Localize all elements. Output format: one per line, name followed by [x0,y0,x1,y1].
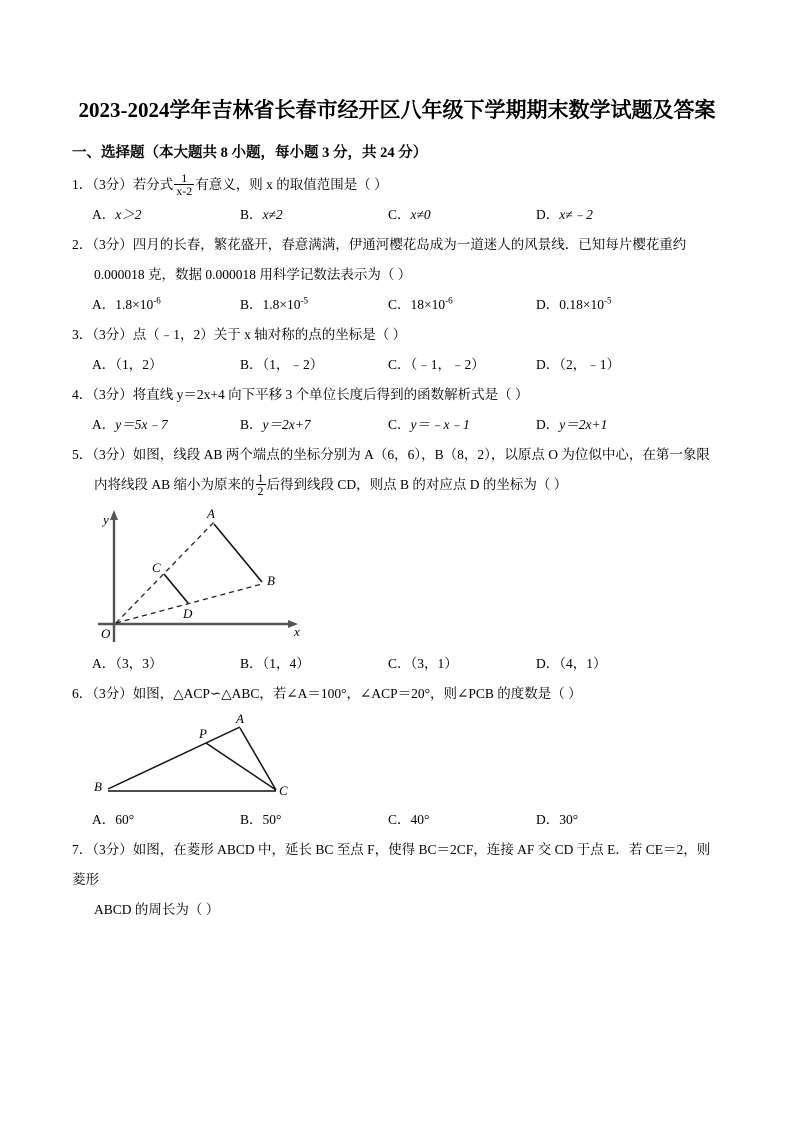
option-label: C． [388,207,411,222]
option-exponent: -5 [300,295,309,306]
question-3-text: 点（﹣1，2）关于 x 轴对称的点的坐标是（ ） [132,327,407,342]
question-7-marks: （3分） [92,842,133,857]
option-text: （1，2） [115,357,163,372]
question-6-stem: 6．（3分）如图，△ACP∽△ABC，若∠A＝100°，∠ACP＝20°，则∠PCB 的度数是（ ） [72,686,582,701]
question-1-options [72,200,722,230]
option-text: （1，﹣2） [262,357,324,372]
option-text: 40° [410,812,430,827]
option-text: 1.8×10 [262,297,301,312]
question-5-text-line2a: 内将线段 AB 缩小为原来的 [94,477,255,492]
question-6-text: 如图，△ACP∽△ABC，若∠A＝100°，∠ACP＝20°，则∠PCB 的度数是（ ） [132,686,582,701]
question-1-number: 1 [72,177,79,192]
option-text: （2，﹣1） [559,357,620,372]
question-1-text-after: 有意义，则 x 的取值范围是（ ） [195,177,388,192]
question-7-text-line1: 如图，在菱形 ABCD 中，延长 BC 至点 F，使得 BC＝2CF，连接 AF 交 CD 于点 E．若 CE＝2，则菱形 [72,842,711,887]
question-2-text-line1: 四月的长春，繁花盛开，春意满满，伊通河樱花岛成为一道迷人的风景线．已知每片樱花重约 [132,237,687,252]
question-1-option-b[interactable] [240,200,388,230]
question-5-option-b[interactable] [240,649,388,679]
question-1-marks: （3分） [92,177,133,192]
segment-AB [214,524,262,582]
option-text: 0.18×10 [559,297,604,312]
question-2-option-d[interactable] [536,290,684,320]
option-label: A． [92,656,116,671]
label-point-C: C [152,560,161,575]
option-text: y＝2x+1 [559,417,608,432]
question-5-marks: （3分） [92,447,133,462]
segment-BA [108,727,240,789]
question-4 [72,380,722,440]
fraction-denominator: 2 [257,484,264,499]
question-7-stem-line1: 7．（3分）如图，在菱形 ABCD 中，延长 BC 至点 F，使得 BC＝2CF，连接 AF 交 CD 于点 E．若 CE＝2，则菱形 [72,842,711,887]
option-label: B． [240,656,263,671]
option-label: D． [536,417,560,432]
option-text: 60° [115,812,135,827]
option-text: y＝5x﹣7 [115,417,168,432]
option-text: 18×10 [410,297,446,312]
option-label: D． [536,357,560,372]
option-text: x≠2 [262,207,283,222]
label-point-C: C [279,783,288,798]
option-label: B． [240,357,263,372]
question-5-stem-line2 [72,470,722,500]
segment-PC [206,743,276,790]
option-text: y＝2x+7 [262,417,311,432]
option-text: （4，1） [559,656,607,671]
question-2-option-c[interactable] [388,290,536,320]
option-text: （3，3） [115,656,163,671]
option-label: B． [240,207,263,222]
option-text: x＞2 [115,207,142,222]
question-3 [72,320,722,380]
fraction-numerator: 1 [257,470,264,485]
question-4-option-a[interactable] [92,410,240,440]
label-point-B: B [267,573,275,588]
label-point-B: B [94,779,102,794]
fraction-numerator: 1 [181,170,188,185]
option-label: C． [388,656,411,671]
option-exponent: -6 [445,295,453,306]
question-1-fraction [174,172,194,198]
question-2-options [72,290,722,320]
option-exponent: -6 [153,295,161,306]
option-label: D． [536,656,560,671]
question-4-options [72,410,722,440]
option-text: x≠﹣2 [559,207,593,222]
question-1 [72,170,722,230]
option-text: x≠0 [410,207,431,222]
question-4-marks: （3分） [92,387,133,402]
page-content [72,92,722,925]
question-1-option-a[interactable] [92,200,240,230]
question-5-option-a[interactable] [92,649,240,679]
question-6-option-d[interactable] [536,805,684,835]
question-4-option-d[interactable] [536,410,684,440]
question-2-option-a[interactable] [92,290,240,320]
option-label: A． [92,297,116,312]
question-6-option-c[interactable] [388,805,536,835]
question-1-stem: 1．（3分）若分式 $\frac{1}{x-2}$ 有意义，则 x 的取值范围是（ ） [72,170,388,199]
option-label: A． [92,417,116,432]
question-3-option-b[interactable] [240,350,388,380]
question-4-stem: 4．（3分）将直线 y＝2x+4 向下平移 3 个单位长度后得到的函数解析式是（ ） [72,387,529,402]
question-2-stem-line1: 2．（3分）四月的长春，繁花盛开，春意满满，伊通河樱花岛成为一道迷人的风景线．已知每片樱花重约 [72,237,687,252]
option-label: C． [388,357,411,372]
option-label: C． [388,297,411,312]
ray-OA [116,522,214,623]
question-7 [72,835,722,925]
question-7-stem-line2: ABCD 的周长为（ ） [94,902,220,917]
option-label: D． [536,297,560,312]
question-6-number: 6 [72,686,79,701]
option-label: C． [388,812,411,827]
question-5-option-c[interactable] [388,649,536,679]
question-6-figure [72,711,722,803]
question-2-number: 2 [72,237,79,252]
option-text: （3，1） [410,656,458,671]
option-text: 1.8×10 [115,297,154,312]
option-label: A． [92,207,116,222]
segment-CD [164,574,188,603]
question-1-text-before: 若分式 [132,177,174,192]
question-3-option-c[interactable] [388,350,536,380]
question-5-text-line1: 如图，线段 AB 两个端点的坐标分别为 A（6，6），B（8，2），以原点 O 为位似中心，在第一象限 [132,447,710,462]
label-origin-O: O [101,626,111,641]
question-3-option-a[interactable] [92,350,240,380]
label-point-A: A [207,506,215,521]
option-label: A． [92,357,116,372]
option-label: B． [240,812,263,827]
question-5 [72,440,722,679]
page-title: 2023-2024学年吉林省长春市经开区八年级下学期期末数学试题及答案 [78,98,716,122]
question-5-fraction [256,472,266,498]
question-2-option-b[interactable] [240,290,388,320]
label-axis-y: y [103,512,109,527]
question-3-options [72,350,722,380]
question-2-marks: （3分） [92,237,133,252]
question-6-option-b[interactable] [240,805,388,835]
question-5-options [72,649,722,679]
question-4-text: 将直线 y＝2x+4 向下平移 3 个单位长度后得到的函数解析式是（ ） [132,387,529,402]
y-axis-arrow [110,510,118,520]
question-5-number: 5 [72,447,79,462]
question-5-text-line2b: 后得到线段 CD，则点 B 的对应点 D 的坐标为（ ） [266,477,568,492]
label-point-D: D [183,606,193,621]
label-axis-x: x [294,624,300,639]
option-label: C． [388,417,411,432]
option-label: B． [240,417,263,432]
question-1-option-d[interactable] [536,200,684,230]
question-5-option-d[interactable] [536,649,684,679]
question-5-stem-line1: 5．（3分）如图，线段 AB 两个端点的坐标分别为 A（6，6），B（8，2），以原点 O 为位似中心，在第一象限 [72,447,710,462]
option-text: 50° [262,812,282,827]
question-5-figure [72,502,722,647]
question-6-marks: （3分） [92,686,133,701]
question-6-option-a[interactable] [92,805,240,835]
question-4-option-c[interactable] [388,410,536,440]
question-1-option-c[interactable] [388,200,536,230]
option-exponent: -5 [604,295,612,306]
question-4-option-b[interactable] [240,410,388,440]
option-label: D． [536,812,560,827]
question-7-number: 7 [72,842,79,857]
question-6-options [72,805,722,835]
fraction-denominator: x-2 [176,184,193,199]
question-3-marks: （3分） [92,327,133,342]
question-4-number: 4 [72,387,79,402]
segment-AC [240,728,276,790]
option-label: D． [536,207,560,222]
question-3-stem: 3．（3分）点（﹣1，2）关于 x 轴对称的点的坐标是（ ） [72,327,407,342]
question-2 [72,230,722,320]
option-text: （1，4） [262,656,310,671]
similar-triangles-svg [86,711,366,803]
option-text: （﹣1，﹣2） [410,357,485,372]
question-6 [72,679,722,835]
section-heading-choice: 一、选择题（本大题共 8 小题，每小题 3 分，共 24 分） [72,145,428,161]
option-label: B． [240,297,263,312]
question-3-option-d[interactable] [536,350,684,380]
option-text: y＝﹣x﹣1 [410,417,470,432]
question-2-stem-line2: 0.000018 克，数据 0.000018 用科学记数法表示为（ ） [94,267,412,282]
label-point-A: A [236,711,244,726]
option-label: A． [92,812,116,827]
label-point-P: P [199,726,207,741]
question-3-number: 3 [72,327,79,342]
coordinate-similarity-svg [86,502,316,647]
option-text: 30° [559,812,579,827]
